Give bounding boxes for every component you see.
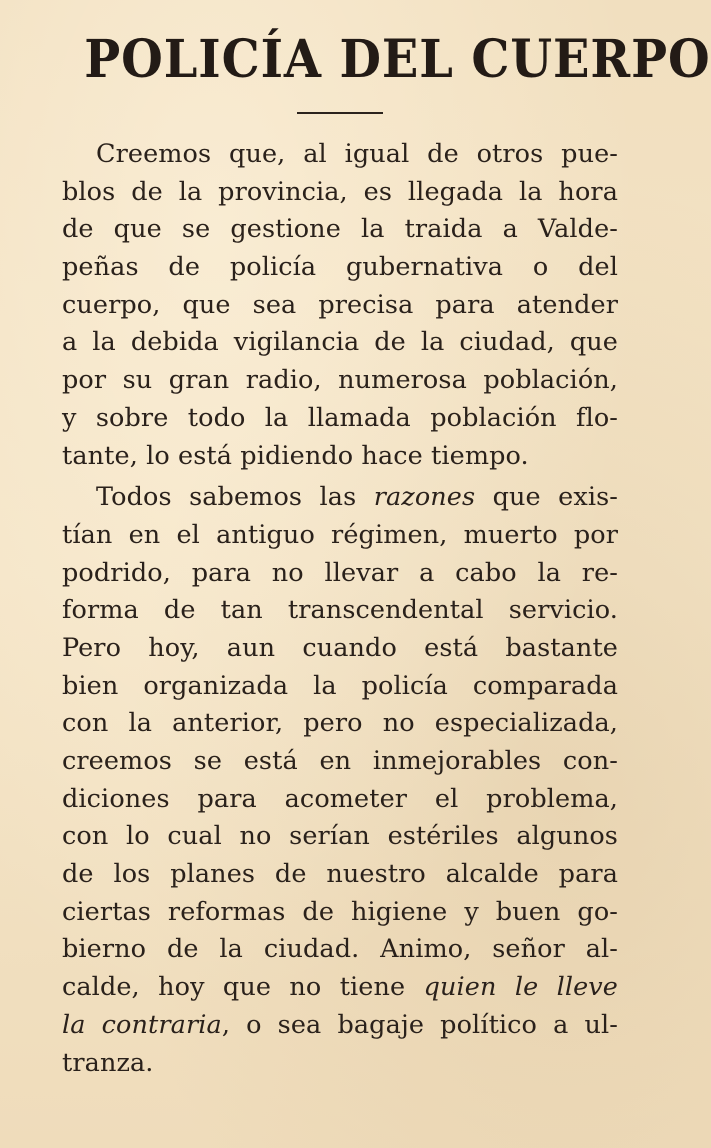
- text-line: diciones para acometer el problema,: [62, 783, 618, 814]
- text-line: creemos se está en inmejorables con-: [62, 746, 618, 776]
- article-paragraph: [62, 479, 618, 1082]
- text-line: cuerpo, que sea precisa para atender: [62, 289, 618, 320]
- text-line: peñas de policía gubernativa o del: [62, 252, 618, 283]
- newspaper-article: [62, 22, 711, 1082]
- text-line: tante, lo está pidiendo hace tiempo.: [62, 440, 529, 471]
- text-line: a la debida vigilancia de la ciudad, que: [62, 327, 618, 358]
- text-line: con lo cual no serían estériles algunos: [62, 821, 618, 852]
- text-line: Pero hoy, aun cuando está bastante: [62, 632, 618, 663]
- text-run: que exis-: [475, 482, 618, 513]
- text-run: , o sea bagaje político a ul-: [221, 1009, 618, 1040]
- article-headline: POLICÍA DEL CUERPO: [84, 29, 711, 90]
- text-line: forma de tan transcendental servicio.: [62, 595, 618, 626]
- text-line: podrido, para no llevar a cabo la re-: [62, 557, 618, 588]
- text-line: blos de la provincia, es llegada la hora: [62, 176, 618, 207]
- text-line: con la anterior, pero no especializada,: [62, 708, 618, 739]
- text-line: de que se gestione la traida a Valde-: [62, 214, 618, 245]
- article-paragraph: [62, 136, 618, 475]
- text-line: por su gran radio, numerosa población,: [62, 365, 618, 396]
- italic-text-run: razones: [373, 482, 476, 513]
- italic-text-run: la contraria: [62, 1009, 222, 1040]
- text-run: Todos sabemos las: [96, 482, 374, 513]
- text-line: tían en el antiguo régimen, muerto por: [62, 519, 618, 550]
- text-line: ciertas reformas de higiene y buen go-: [62, 896, 618, 927]
- text-line: [62, 479, 618, 517]
- text-line: bierno de la ciudad. Animo, señor al-: [62, 934, 618, 965]
- text-run: calde, hoy que no tiene: [62, 972, 424, 1003]
- text-line: [62, 1007, 618, 1045]
- italic-text-run: quien le lleve: [423, 972, 618, 1003]
- text-line: Creemos que, al igual de otros pue-: [96, 139, 618, 169]
- headline-rule: [297, 112, 383, 114]
- text-line: tranza.: [62, 1047, 154, 1078]
- text-line: bien organizada la policía comparada: [62, 670, 618, 701]
- text-line: y sobre todo la llamada población flo-: [62, 402, 618, 433]
- article-body: [62, 136, 618, 1082]
- text-line: [62, 969, 618, 1007]
- text-line: de los planes de nuestro alcalde para: [62, 859, 618, 890]
